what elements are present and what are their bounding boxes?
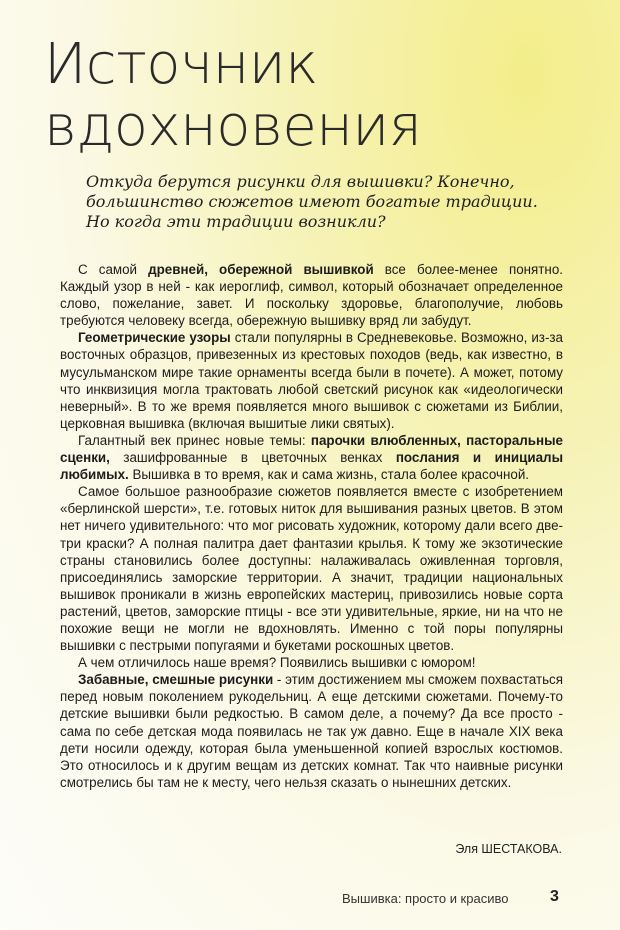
footer-magazine-title: Вышивка: просто и красиво [342,891,509,906]
article-body [60,261,563,791]
p3-bold-1: парочки влюбленных, пасторальные сценки, [60,432,563,466]
paragraph-4: Самое большое разнообразие сюжетов появляется вместе с изобретением «берлинской шерсти», т.е. готовых ниток для вышивания разных цветов. В этом нет ничего удивительного: что мог рисовать художник, которому дали всего две-три краски? А полная палитра дает фантазии крылья. К тому же экзотические страны становились более доступны: налаживалась оживленная торговля, присоединялись заморские территории. А значит, традиции национальных вышивок проникали в жизнь европейских мастериц, привозились новые сорта растений, цветов, заморские птицы - все эти удивительные, яркие, ни на что не похожие вещи не могли не вдохновлять. Именно с той поры популярны вышивки с пестрыми попугаями и букетами роскошных цветов. [60,484,563,654]
p6-text-c: - этим достижением мы сможем похвастаться перед новым поколением рукодельниц. А еще детскими сюжетами. Почему-то детские вышивки были редкостью. В самом деле, а почему? Да все просто - сама по себе детская мода появилась не так уж давно. Еще в начале XIX века дети носили одежду, которая была уменьшенной копией взрослых костюмов. Это относилось и к другим вещам из детских комнат. Так что наивные рисунки смотрелись бы там не к месту, чего нельзя сказать о нынешних детских. [60,672,564,790]
p1-text-a: С самой [78,262,149,277]
p3-text-a: Галантный век принес новые темы: [78,432,311,448]
title-line-2: вдохновения [44,94,422,159]
paragraph-2 [60,329,563,432]
p3-text-e: Вышивка в то время, как и сама жизнь, стала более красочной. [128,467,530,483]
author-signature: Эля ШЕСТАКОВА. [455,842,562,856]
p3-bold-2: послания и инициалы любимых. [60,450,563,483]
paragraph-1 [60,261,563,329]
page-number: 3 [550,888,559,905]
title-line-1: Источник [44,32,318,97]
paragraph-6 [60,671,563,791]
p3-text-c: зашифрованные в цветочных венках [109,450,396,466]
paragraph-5: А чем отличилось наше время? Появились вышивки с юмором! [78,655,476,671]
p1-text-c: все более-менее понятно. Каждый узор в ней - как иероглиф, символ, который обозначает определенное слово, пожелание, завет. И поскольку здоровье, благополучие, любовь требуются человеку всегда, обережную вышивку вряд ли забудут. [60,262,563,329]
p1-bold: древней, обережной вышивкой [148,262,374,277]
page-title [44,34,421,158]
p6-bold: Забавные, смешные рисунки [78,672,274,688]
p2-bold: Геометрические узоры [78,330,231,346]
p2-text-c: стали популярны в Средневековье. Возможно, из-за восточных образцов, привезенных из крестовых походов (ведь, как известно, в мусульманском мире такие орнаменты всегда были в почете). А может, потому что инквизиция могла трактовать любой светский рисунок как «идеологически неверный». В то же время появляется много вышивок с сюжетами из Библии, церковная вышивка (включая вышитые лики святых). [60,330,563,431]
lead-paragraph [86,172,586,232]
lead-line-2: большинство сюжетов имеют богатые традиции. [86,192,538,211]
paragraph-3 [60,432,563,483]
lead-line-1: Откуда берутся рисунки для вышивки? Конечно, [86,172,515,191]
lead-line-3: Но когда эти традиции возникли? [86,212,386,231]
